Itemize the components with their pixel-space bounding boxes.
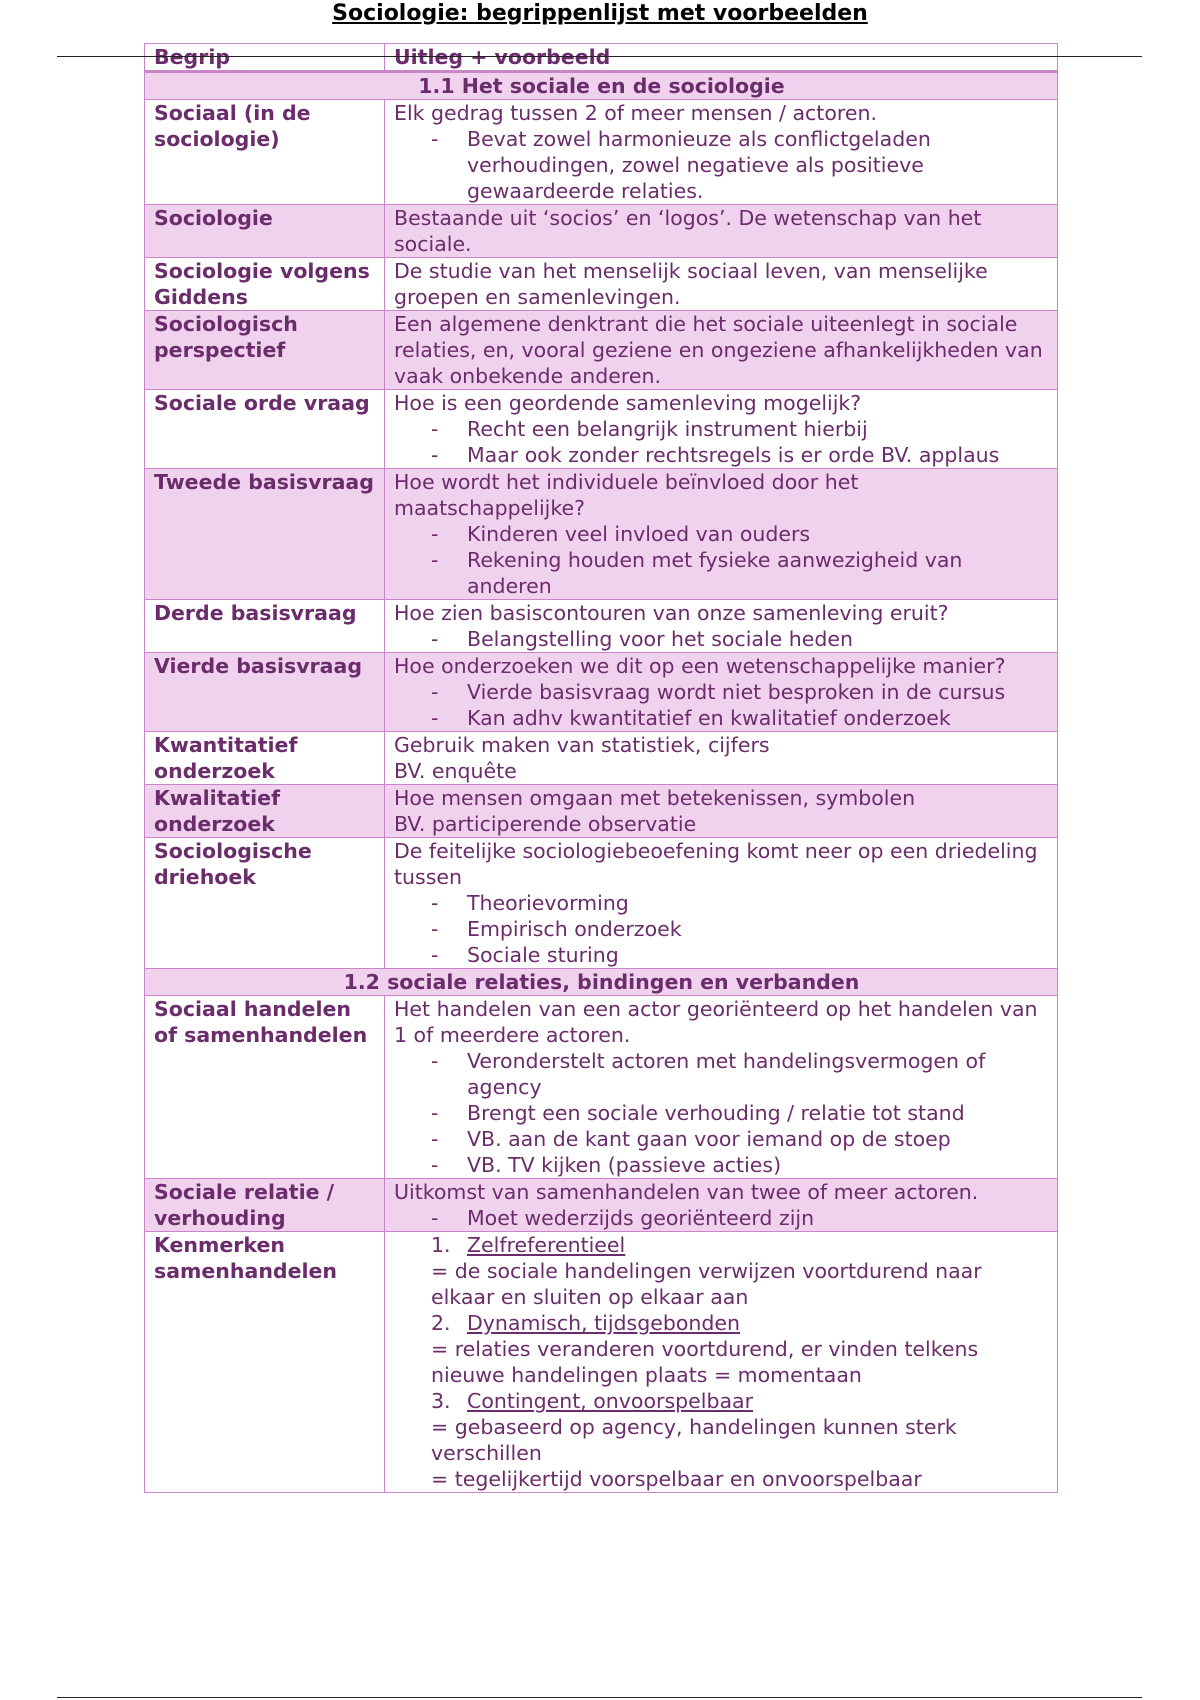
bullet-item: - Kan adhv kwantitatief en kwalitatief onderzoek — [394, 705, 1049, 731]
table-row — [145, 100, 1058, 205]
table-row — [145, 1232, 1058, 1493]
explanation-cell — [385, 1179, 1058, 1232]
section-row — [145, 969, 1058, 996]
explanation-text: Uitkomst van samenhandelen van twee of meer actoren. — [394, 1180, 979, 1204]
example-text: BV. participerende observatie — [394, 812, 697, 836]
explanation-cell — [385, 785, 1058, 838]
bullet-item: - Kinderen veel invloed van ouders — [394, 521, 1049, 547]
explanation-text: Het handelen van een actor georiënteerd op het handelen van 1 of meerdere actoren. — [394, 997, 1038, 1047]
explanation-text: Elk gedrag tussen 2 of meer mensen / actoren. — [394, 101, 877, 125]
bullet-item: - Empirisch onderzoek — [394, 916, 1049, 942]
header-rule — [57, 56, 1142, 57]
example-text: BV. enquête — [394, 759, 517, 783]
explanation-text: Een algemene denktrant die het sociale uiteenlegt in sociale relaties, en, vooral geziene en ongeziene afhankelijkheden van vaak onbekende anderen. — [394, 312, 1043, 388]
item-number: 3. — [431, 1389, 451, 1413]
explanation-cell — [385, 996, 1058, 1179]
footer-rule — [57, 1697, 1142, 1698]
explanation-cell — [385, 838, 1058, 969]
term-cell: Sociologie volgens Giddens — [145, 258, 385, 311]
item-description: = tegelijkertijd voorspelbaar en onvoorspelbaar — [431, 1467, 922, 1491]
explanation-cell — [385, 653, 1058, 732]
section-title: 1.2 sociale relaties, bindingen en verbanden — [145, 969, 1058, 996]
explanation-cell — [385, 258, 1058, 311]
bullet-item: - VB. aan de kant gaan voor iemand op de stoep — [394, 1126, 1049, 1152]
term-cell: Sociale orde vraag — [145, 390, 385, 469]
item-description: = de sociale handelingen verwijzen voortdurend naar elkaar en sluiten op elkaar aan — [431, 1259, 982, 1309]
bullet-item: - VB. TV kijken (passieve acties) — [394, 1152, 1049, 1178]
table-row — [145, 838, 1058, 969]
table-header-row — [145, 44, 1058, 72]
term-cell: Tweede basisvraag — [145, 469, 385, 600]
table-row — [145, 600, 1058, 653]
table-row — [145, 996, 1058, 1179]
bullet-item: - Maar ook zonder rechtsregels is er orde BV. applaus — [394, 442, 1049, 468]
item-title: Contingent, onvoorspelbaar — [467, 1389, 754, 1413]
section-row — [145, 72, 1058, 100]
explanation-text: Hoe onderzoeken we dit op een wetenschappelijke manier? — [394, 654, 1006, 678]
explanation-cell — [385, 100, 1058, 205]
bullet-item: - Bevat zowel harmonieuze als conflictgeladen verhoudingen, zowel negatieve als positieve gewaardeerde relaties. — [394, 126, 1049, 204]
term-cell: Sociologisch perspectief — [145, 311, 385, 390]
table-row — [145, 390, 1058, 469]
section-title: 1.1 Het sociale en de sociologie — [145, 72, 1058, 100]
explanation-cell — [385, 732, 1058, 785]
column-header-uitleg: Uitleg + voorbeeld — [385, 44, 1058, 72]
document-title: Sociologie: begrippenlijst met voorbeelden — [332, 1, 868, 26]
numbered-item — [394, 1388, 1049, 1414]
item-title: Dynamisch, tijdsgebonden — [467, 1311, 741, 1335]
table-row — [145, 311, 1058, 390]
item-description: = gebaseerd op agency, handelingen kunnen sterk verschillen — [431, 1415, 957, 1465]
item-title: Zelfreferentieel — [467, 1233, 626, 1257]
numbered-item — [394, 1310, 1049, 1336]
explanation-cell — [385, 390, 1058, 469]
bullet-item: - Belangstelling voor het sociale heden — [394, 626, 1049, 652]
bullet-item: - Rekening houden met fysieke aanwezigheid van anderen — [394, 547, 1049, 599]
explanation-text: Bestaande uit ‘socios’ en ‘logos’. De wetenschap van het sociale. — [394, 206, 982, 256]
explanation-cell — [385, 1232, 1058, 1493]
explanation-cell — [385, 205, 1058, 258]
explanation-text: Hoe zien basiscontouren van onze samenleving eruit? — [394, 601, 949, 625]
term-cell: Vierde basisvraag — [145, 653, 385, 732]
explanation-text: Hoe mensen omgaan met betekenissen, symbolen — [394, 786, 916, 810]
explanation-text: Hoe is een geordende samenleving mogelijk? — [394, 391, 862, 415]
numbered-item — [394, 1232, 1049, 1258]
bullet-item: - Moet wederzijds georiënteerd zijn — [394, 1205, 1049, 1231]
term-cell: Sociaal handelen of samenhandelen — [145, 996, 385, 1179]
term-cell: Kwantitatief onderzoek — [145, 732, 385, 785]
table-row — [145, 1179, 1058, 1232]
bullet-item: - Vierde basisvraag wordt niet besproken in de cursus — [394, 679, 1049, 705]
table-row — [145, 653, 1058, 732]
explanation-text: De feitelijke sociologiebeoefening komt neer op een driedeling tussen — [394, 839, 1038, 889]
bullet-item: - Theorievorming — [394, 890, 1049, 916]
explanation-text: Gebruik maken van statistiek, cijfers — [394, 733, 770, 757]
table-row — [145, 785, 1058, 838]
bullet-item: - Brengt een sociale verhouding / relatie tot stand — [394, 1100, 1049, 1126]
bullet-item: - Recht een belangrijk instrument hierbij — [394, 416, 1049, 442]
table-row — [145, 205, 1058, 258]
term-cell: Derde basisvraag — [145, 600, 385, 653]
term-cell: Kenmerken samenhandelen — [145, 1232, 385, 1493]
explanation-cell — [385, 469, 1058, 600]
term-cell: Kwalitatief onderzoek — [145, 785, 385, 838]
explanation-text: Hoe wordt het individuele beïnvloed door het maatschappelijke? — [394, 470, 859, 520]
item-description: = relaties veranderen voortdurend, er vinden telkens nieuwe handelingen plaats = momentaan — [431, 1337, 979, 1387]
explanation-cell — [385, 311, 1058, 390]
term-cell: Sociologische driehoek — [145, 838, 385, 969]
table-row — [145, 258, 1058, 311]
table-row — [145, 732, 1058, 785]
item-number: 1. — [431, 1233, 451, 1257]
term-cell: Sociologie — [145, 205, 385, 258]
bullet-item: - Veronderstelt actoren met handelingsvermogen of agency — [394, 1048, 1049, 1100]
explanation-cell — [385, 600, 1058, 653]
item-number: 2. — [431, 1311, 451, 1335]
term-cell: Sociaal (in de sociologie) — [145, 100, 385, 205]
column-header-begrip: Begrip — [145, 44, 385, 72]
table-row — [145, 469, 1058, 600]
terms-table — [144, 43, 1058, 1493]
bullet-item: - Sociale sturing — [394, 942, 1049, 968]
term-cell: Sociale relatie / verhouding — [145, 1179, 385, 1232]
explanation-text: De studie van het menselijk sociaal leven, van menselijke groepen en samenlevingen. — [394, 259, 988, 309]
